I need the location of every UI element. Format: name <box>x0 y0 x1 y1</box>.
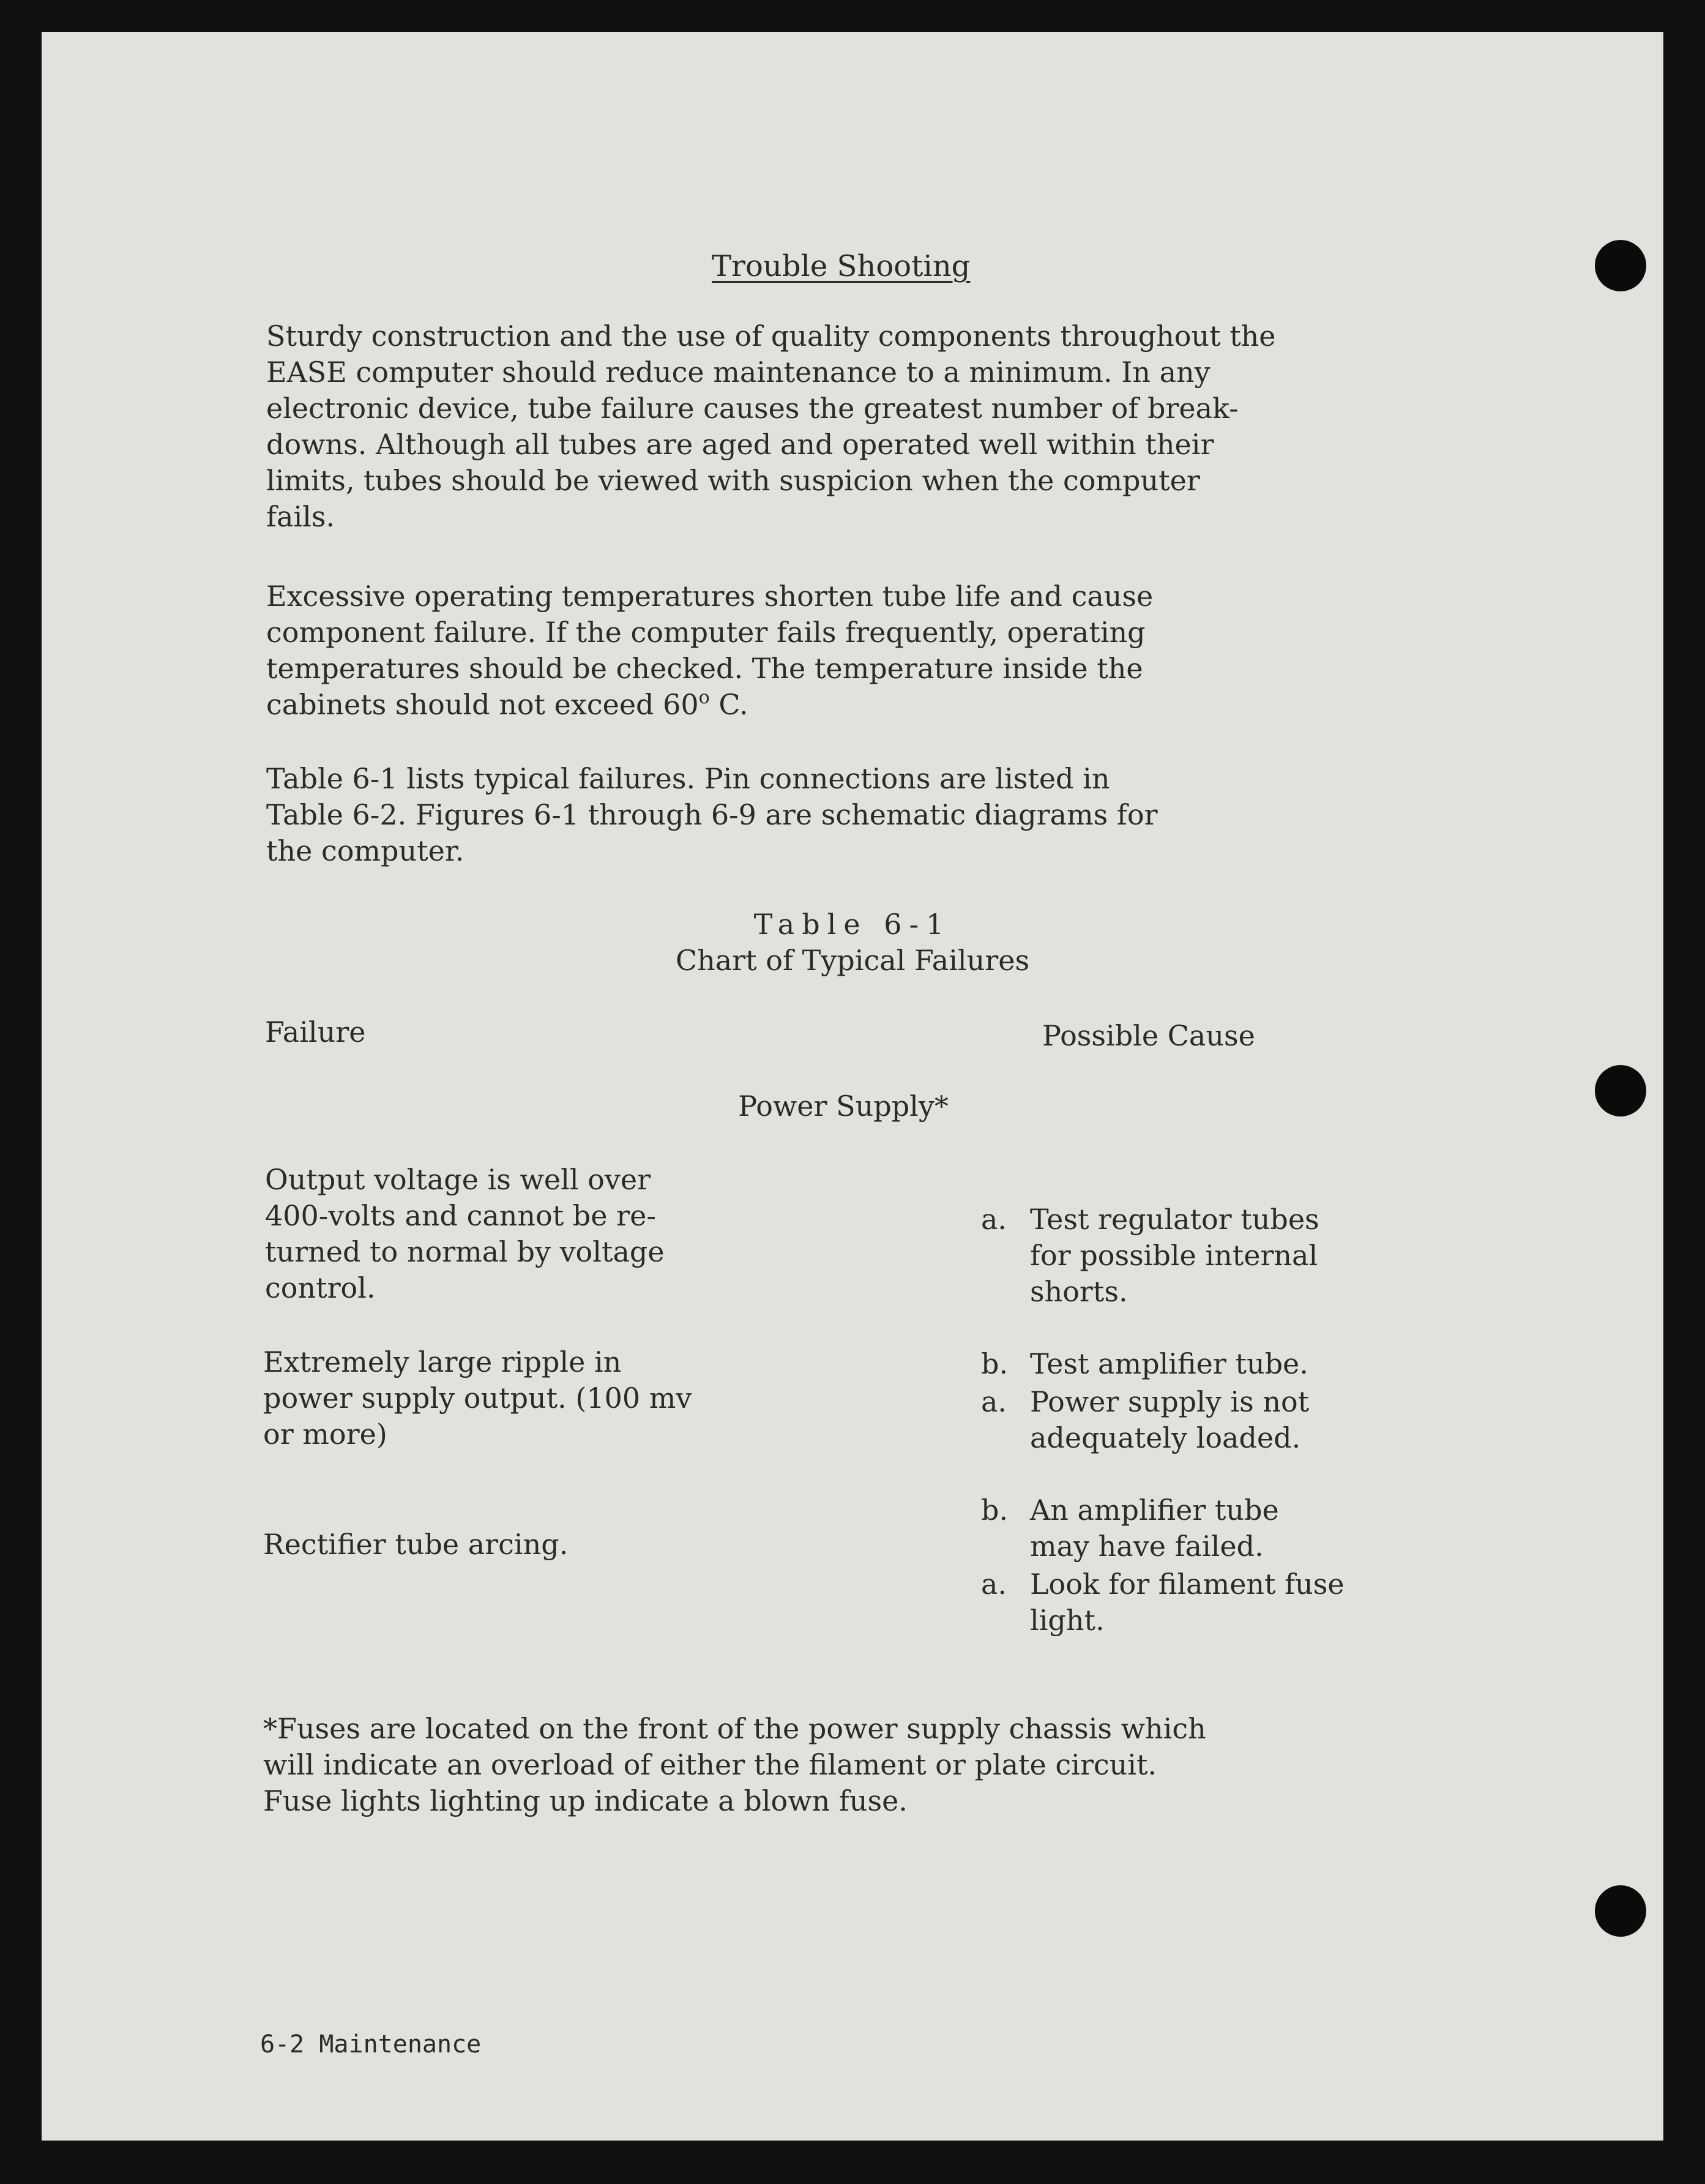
table-caption: Chart of Typical Failures <box>675 944 1030 977</box>
failure-cell: Output voltage is well over 400-volts and cannot be re- turned to normal by voltage control. <box>265 1163 665 1304</box>
temperature-unit: C. <box>709 688 748 721</box>
cause-item <box>981 1566 1345 1639</box>
cause-text: Test regulator tubes for possible internal shorts. <box>1030 1203 1319 1308</box>
table-reference-paragraph: Table 6-1 lists typical failures. Pin connections are listed in Table 6-2. Figures 6-1 through 6-9 are schematic diagrams for the computer. <box>266 762 1158 867</box>
cause-list <box>981 1530 1345 1675</box>
page-footer: 6-2 Maintenance <box>260 2030 482 2059</box>
page-title: Trouble Shooting <box>712 249 971 283</box>
cause-marker: a. <box>981 1568 1007 1601</box>
cause-marker: a. <box>981 1203 1007 1236</box>
document-page <box>42 32 1663 2141</box>
cause-item <box>981 1202 1319 1310</box>
temperature-paragraph <box>266 578 1405 723</box>
temperature-text: Excessive operating temperatures shorten tube life and cause component failure. If the computer fails frequently, operating temperatures should be checked. The temperature inside the cabinets should not exceed 60 <box>266 580 1154 721</box>
degree-symbol: o <box>698 687 710 708</box>
column-header-failure: Failure <box>265 1015 366 1049</box>
cause-marker: b. <box>981 1494 1009 1527</box>
table-label: Table 6-1 <box>753 908 952 941</box>
binder-hole-bottom <box>1595 1885 1646 1937</box>
failure-cell: Extremely large ripple in power supply output. (100 mv or more) <box>263 1345 692 1451</box>
cause-text: Look for filament fuse light. <box>1030 1568 1345 1637</box>
cause-text: Power supply is not adequately loaded. <box>1030 1385 1310 1454</box>
cause-item <box>981 1384 1309 1456</box>
column-header-cause: Possible Cause <box>1042 1019 1255 1052</box>
cause-marker: b. <box>981 1347 1009 1380</box>
binder-hole-top <box>1595 240 1646 291</box>
cause-text: Test amplifier tube. <box>1030 1347 1308 1380</box>
failure-cell: Rectifier tube arcing. <box>263 1528 569 1561</box>
cause-marker: a. <box>981 1385 1007 1418</box>
intro-paragraph: Sturdy construction and the use of quality components throughout the EASE computer should reduce maintenance to a minimum. In any electronic device, tube failure causes the greatest number of break- downs. Although all tubes are aged and operated well within their limits, tubes should be viewed with suspicion when the computer fails. <box>266 320 1276 533</box>
cause-text: An amplifier tube may have failed. <box>1030 1494 1279 1563</box>
footnote: *Fuses are located on the front of the power supply chassis which will indicate an overload of either the filament or plate circuit. Fuse lights lighting up indicate a blown fuse. <box>263 1712 1206 1817</box>
section-power-supply: Power Supply* <box>738 1090 949 1123</box>
